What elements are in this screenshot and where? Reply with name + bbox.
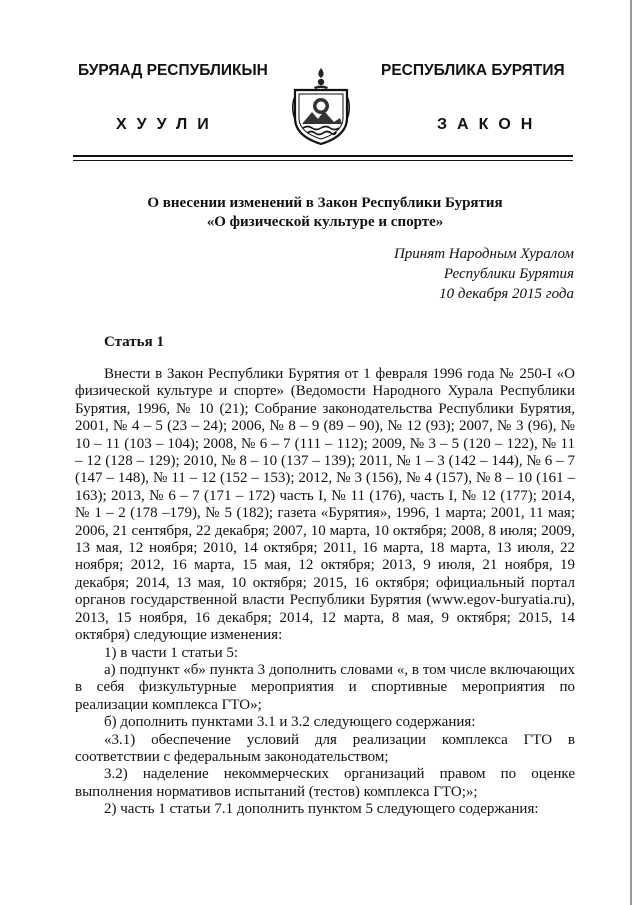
header-russian-name: РЕСПУБЛИКА БУРЯТИЯ [381,62,565,79]
article-heading: Статья 1 [104,334,164,350]
header-zakon: ЗАКОН [437,116,543,133]
document-title [80,194,570,232]
title-line: О внесении изменений в Закон Республики Бурятия [147,195,503,211]
paragraph: 2) часть 1 статьи 7.1 дополнить пунктом 5 следующего содержания: [104,801,539,818]
adoption-date: 10 декабря 2015 года [439,286,574,302]
header-rule-thin [73,160,573,161]
header-khuuli: ХУУЛИ [116,116,219,133]
header-buryat-name: БУРЯАД РЕСПУБЛИКЫН [78,62,268,79]
header-rule-thick [73,155,573,157]
title-line: «О физической культуре и спорте» [206,214,444,230]
buryatia-coat-of-arms-icon [290,66,352,146]
paragraph: «3.1) обеспечение условий для реализации комплекса ГТО в соответствии с федеральным законодательством; [75,731,575,765]
paragraph: а) подпункт «б» пункта 3 дополнить словами «, в том числе включающих в себя физкультурные мероприятия и спортивные мероприятия по реализации комплекса ГТО»; [75,661,575,713]
paragraph: Внести в Закон Республики Бурятия от 1 февраля 1996 года № 250-I «О физической культуре и спорте» (Ведомости Народного Хурала Республики Бурятия, 1996, № 10 (21); Собрание законодательства Республики Бурятия, 2001, № 4 – 5 (23 – 24); 2006, № 8 – 9 (89 – 90), № 12 (93); 2007, № 3 (96), № 10 – 11 (103 – 104); 2008, № 6 – 7 (111 – 112); 2009, № 3 – 5 (120 – 122), № 11 – 12 (128 – 129); 2010, № 8 – 10 (137 – 139); 2011, № 1 – 3 (142 – 144), № 6 – 7 (147 – 148), № 11 – 12 (152 – 153); 2012, № 3 (156), № 4 (157), № 8 – 10 (161 – 163); 2013, № 6 – 7 (171 – 172) часть I, № 11 (176), часть I, № 12 (177); 2014, № 1 – 2 (178 –179), № 5 (182); газета «Бурятия», 1996, 1 марта; 2001, 11 мая; 2006, 21 сентября, 22 декабря; 2007, 10 марта, 10 октября; 2008, 8 июля; 2009, 13 мая, 12 ноября; 2010, 14 октября; 2011, 16 марта, 18 марта, 13 июля, 22 ноября; 2012, 16 марта, 15 мая, 12 октября; 2013, 9 июля, 21 ноября, 19 декабря; 2014, 13 мая, 10 октября; 2015, 16 октября; официальный портал органов государственной власти Республики Бурятия (www.egov-buryatia.ru), 2013, 15 ноября, 16 декабря; 2014, 12 марта, 8 мая, 9 октября; 2015, 14 октября) следующие изменения: [75,366,575,644]
article-body [75,366,575,819]
paragraph: 1) в части 1 статьи 5: [104,644,239,661]
adoption-line: Принят Народным Хуралом [393,246,574,262]
adoption-line: Республики Бурятия [443,266,574,282]
page-edge [630,0,632,905]
paragraph: 3.2) наделение некоммерческих организаций правом по оценке выполнения нормативов испытаний (тестов) комплекса ГТО;»; [75,766,575,800]
adoption-note [394,244,574,304]
paragraph: б) дополнить пунктами 3.1 и 3.2 следующего содержания: [104,714,476,731]
